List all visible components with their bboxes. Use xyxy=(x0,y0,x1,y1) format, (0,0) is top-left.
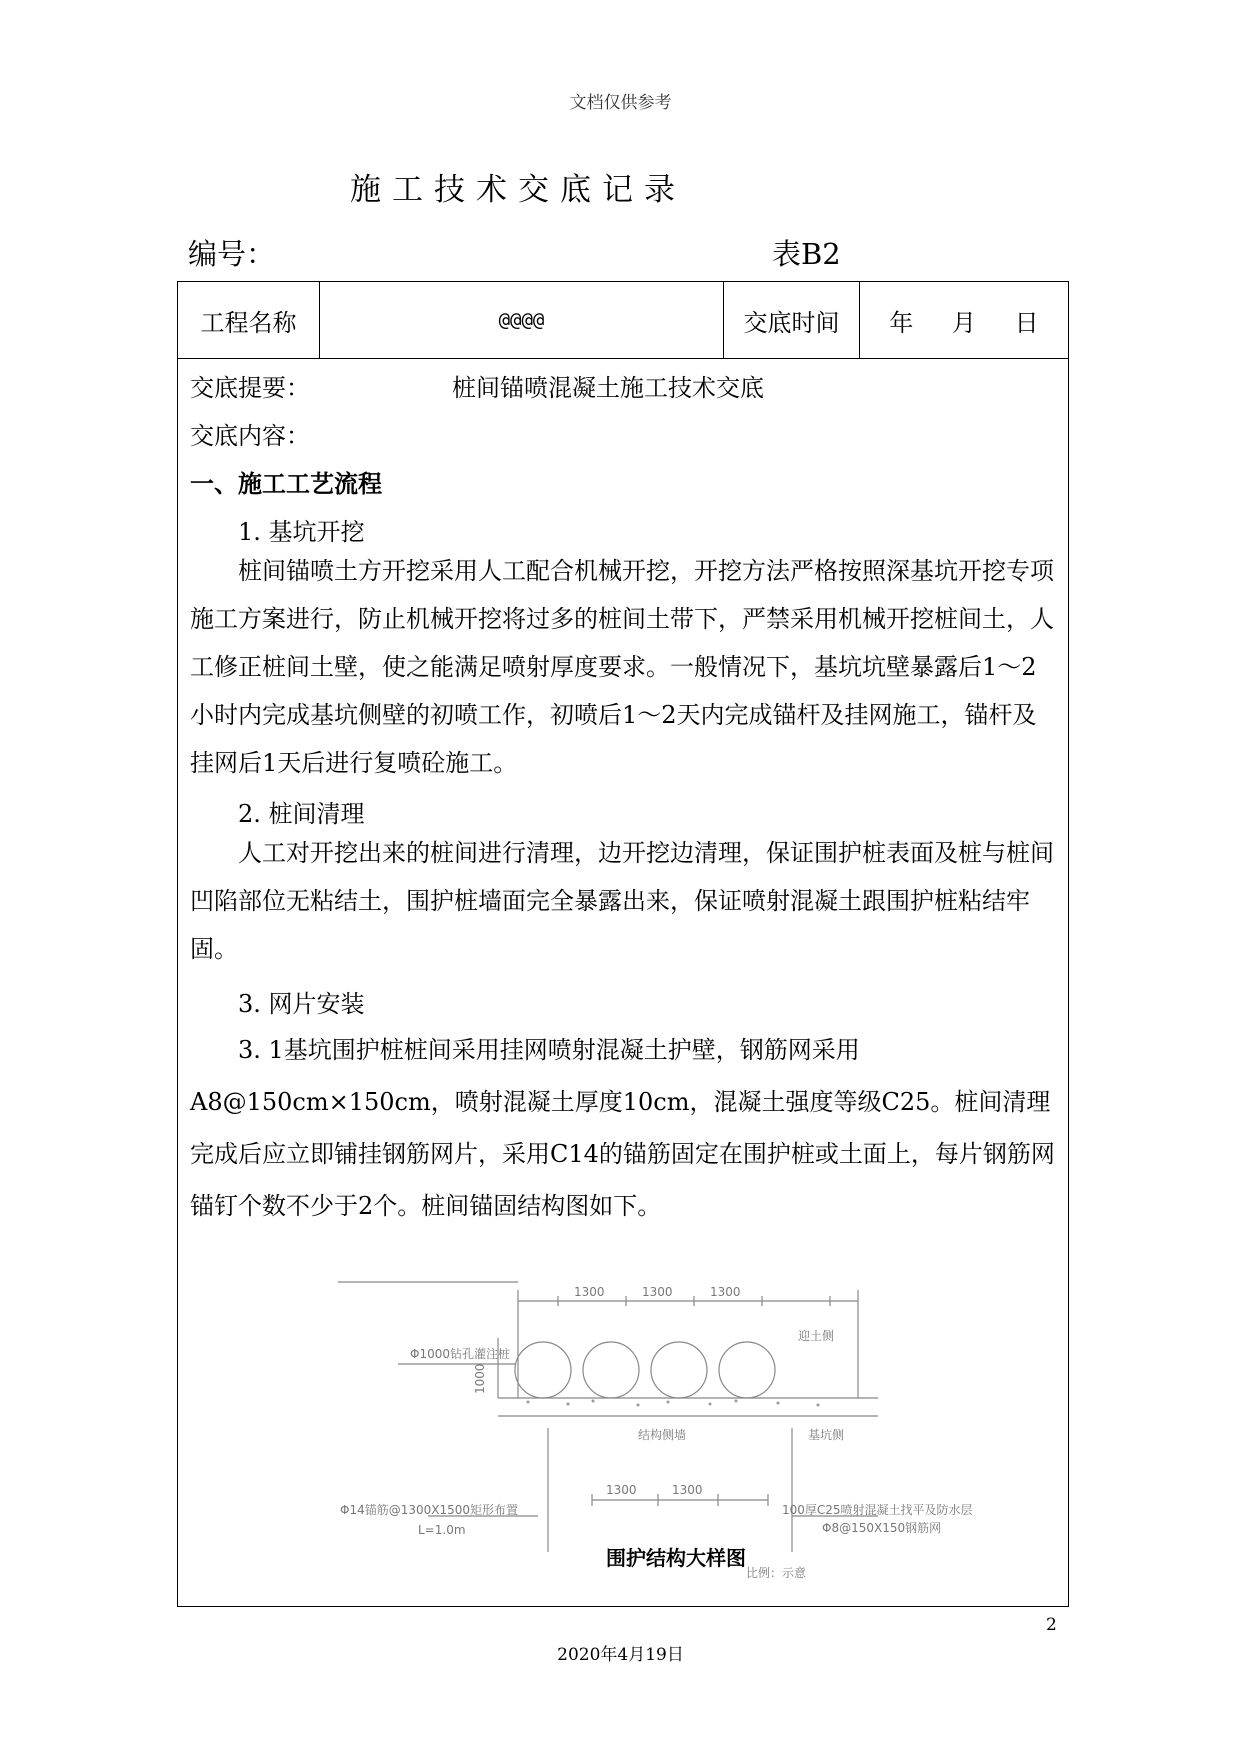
section-heading: 一、施工工艺流程 xyxy=(190,469,382,498)
dim-top-1: 1300 xyxy=(574,1285,605,1299)
mesh-label: Φ8@150X150钢筋网 xyxy=(822,1521,942,1535)
content-label: 交底内容： xyxy=(190,422,310,450)
summary-value: 桩间锚喷混凝土施工技术交底 xyxy=(452,374,764,402)
handover-date xyxy=(860,282,1068,358)
pile-circle xyxy=(515,1342,571,1398)
footer-date: 2020年4月19日 xyxy=(557,1645,684,1665)
dim-top-3: 1300 xyxy=(710,1285,741,1299)
pile-circle xyxy=(719,1342,775,1398)
day-label: 日 xyxy=(1014,308,1039,337)
header-note: 文档仅供参考 xyxy=(569,93,672,113)
handover-time-label: 交底时间 xyxy=(724,282,860,358)
dim-bottom-1: 1300 xyxy=(606,1483,637,1497)
step3-paragraph: 3. 1基坑围护桩桩间采用挂网喷射混凝土护壁，钢筋网采用A8@150cm×150cm，喷射混凝土厚度10cm，混凝土强度等级C25。桩间清理完成后应立即铺挂钢筋网片，采用C14的锚筋固定在围护桩或土面上，每片钢筋网锚钉个数不少于2个。桩间锚固结构图如下。 xyxy=(190,1036,1055,1220)
pile-label: Φ1000钻孔灌注桩 xyxy=(410,1347,510,1361)
project-name-label: 工程名称 xyxy=(178,282,320,358)
step1-heading: 1. 基坑开挖 xyxy=(238,518,365,546)
year-label: 年 xyxy=(889,308,914,337)
soil-side-label: 迎土侧 xyxy=(798,1329,835,1343)
document-title: 施工技术交底记录 xyxy=(350,172,686,208)
step2-heading: 2. 桩间清理 xyxy=(238,800,365,828)
pile-circle xyxy=(651,1342,707,1398)
step3-heading: 3. 网片安装 xyxy=(238,990,365,1018)
project-name-value: @@@@ xyxy=(320,282,724,358)
retaining-structure-diagram xyxy=(338,1282,973,1592)
dim-top-2: 1300 xyxy=(642,1285,673,1299)
dim-bottom-2: 1300 xyxy=(672,1483,703,1497)
summary-label: 交底提要： xyxy=(190,374,310,402)
step1-paragraph: 桩间锚喷土方开挖采用人工配合机械开挖，开挖方法严格按照深基坑开挖专项施工方案进行，防止机械开挖将过多的桩间土带下，严禁采用机械开挖桩间土，人工修正桩间土壁，使之能满足喷射厚度要求。一般情况下，基坑坑壁暴露后1～2小时内完成基坑侧壁的初喷工作，初喷后1～2天内完成锚杆及挂网施工，锚杆及挂网后1天后进行复喷砼施工。 xyxy=(190,557,1054,777)
step2-paragraph: 人工对开挖出来的桩间进行清理，边开挖边清理，保证围护桩表面及桩与桩间凹陷部位无粘结土，围护桩墙面完全暴露出来，保证喷射混凝土跟围护桩粘结牢固。 xyxy=(190,839,1054,963)
scale-label: 比例：示意 xyxy=(746,1566,807,1580)
shotcrete-label: 100厚C25喷射混凝土找平及防水层 xyxy=(782,1503,973,1517)
anchor-length: L=1.0m xyxy=(418,1523,466,1537)
month-label: 月 xyxy=(951,308,976,337)
anchor-label: Φ14锚筋@1300X1500矩形布置 xyxy=(340,1503,519,1517)
number-label: 编号： xyxy=(188,237,276,271)
pit-side-label: 基坑侧 xyxy=(808,1428,845,1442)
pile-circle xyxy=(583,1342,639,1398)
wall-label: 结构侧墙 xyxy=(638,1428,687,1442)
dim-vertical: 1000 xyxy=(473,1363,487,1394)
record-table xyxy=(177,281,1069,1607)
page-number: 2 xyxy=(1046,1615,1057,1635)
diagram-caption: 围护结构大样图 xyxy=(606,1546,746,1570)
project-info-row xyxy=(178,282,1068,359)
form-code: 表B2 xyxy=(772,237,841,271)
